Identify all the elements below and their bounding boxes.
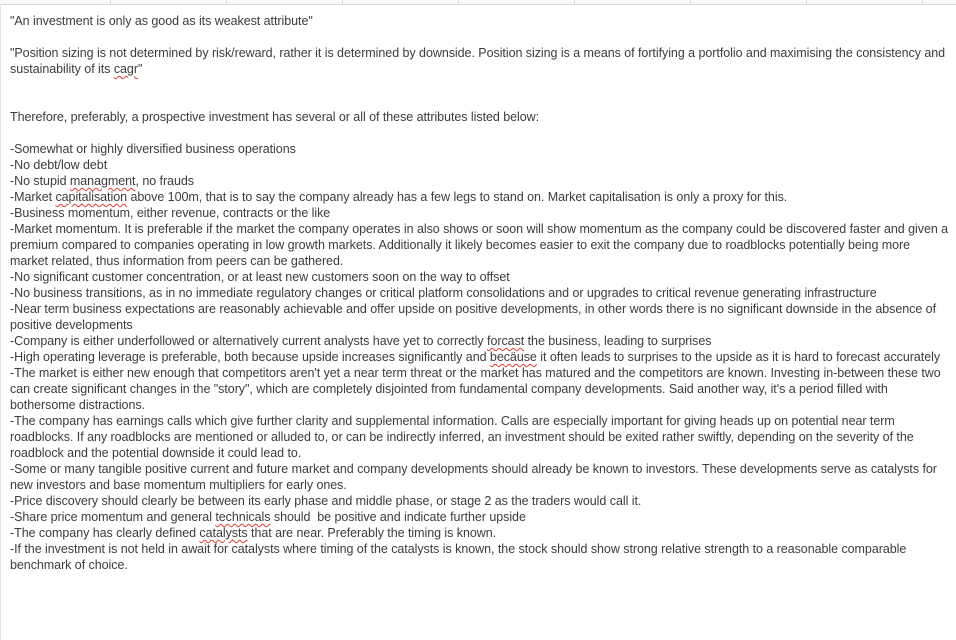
attribute-text: -Company is either underfollowed or alternatively current analysts have yet to correctly <box>10 334 488 348</box>
attribute-text: -No business transitions, as in no immediate regulatory changes or critical platform consolidations and or upgrades to critical revenue generating infrastructure <box>10 286 877 300</box>
attribute-text: -The market is either new enough that competitors aren't yet a near term threat or the market has matured and the competitors are known. Investing in-between these two can create significant changes in the "story", which are completely disjointed from fundamental company developments. Said another way, it's a period filled with bothersome distractions. <box>10 366 945 412</box>
attribute-text: -No significant customer concentration, or at least new customers soon on the way to offset <box>10 270 510 284</box>
attribute-text: above 100m, that is to say the company already has a few legs to stand on. Market capitalisation is only a proxy for this. <box>127 190 788 204</box>
column-divider[interactable] <box>458 0 459 4</box>
misspelled-word[interactable]: capitalisation <box>55 190 128 204</box>
column-divider[interactable] <box>922 0 923 4</box>
column-divider[interactable] <box>226 0 227 4</box>
attribute-text: the business, leading to surprises <box>524 334 712 348</box>
attribute-text: -Some or many tangible positive current and future market and company developments should already be known to investors. These developments serve as catalysts for new investors and base momentum multipliers for early ones. <box>10 462 941 492</box>
attribute-text: -The company has clearly defined <box>10 526 200 540</box>
quote-weakest-attribute: "An investment is only as good as its weakest attribute" <box>10 14 313 28</box>
sheet-column-header-strip <box>0 0 956 5</box>
attribute-text: -If the investment is not held in await for catalysts where timing of the catalysts is known, the stock should show strong relative strength to a reasonable comparable benchmark of choice. <box>10 542 910 572</box>
attribute-item <box>10 493 950 509</box>
column-divider[interactable] <box>690 0 691 4</box>
attribute-text: -High operating leverage is preferable, both because upside increases significantly and <box>10 350 490 364</box>
quote-text: " <box>137 62 143 76</box>
misspelled-word[interactable]: becäuse <box>489 350 537 364</box>
misspelled-word[interactable]: catalysts <box>199 526 248 540</box>
attribute-text: that are near. Preferably the timing is known. <box>247 526 497 540</box>
attribute-item <box>10 189 950 205</box>
attribute-item <box>10 301 950 333</box>
misspelled-word[interactable]: managment <box>69 174 136 188</box>
attribute-text: should be positive and indicate further upside <box>270 510 526 524</box>
attribute-item <box>10 525 950 541</box>
blank-line <box>10 125 950 141</box>
cell-left-border <box>0 4 1 640</box>
attribute-item <box>10 141 950 157</box>
text-cell[interactable] <box>10 13 950 573</box>
attribute-text: -Somewhat or highly diversified business operations <box>10 142 296 156</box>
attribute-item <box>10 541 950 573</box>
attribute-item <box>10 205 950 221</box>
blank-line <box>10 77 950 109</box>
column-divider[interactable] <box>574 0 575 4</box>
misspelled-word[interactable]: cagr <box>113 62 138 76</box>
column-divider[interactable] <box>110 0 111 4</box>
attribute-item <box>10 509 950 525</box>
attribute-text: , no frauds <box>135 174 194 188</box>
attribute-item <box>10 269 950 285</box>
column-divider[interactable] <box>342 0 343 4</box>
attribute-item <box>10 413 950 461</box>
attribute-text: -Near term business expectations are reasonably achievable and offer upside on positive developments, in other words there is no significant downside in the absence of positive developments <box>10 302 940 332</box>
attribute-item <box>10 285 950 301</box>
misspelled-word[interactable]: technicals <box>215 510 271 524</box>
blank-line <box>10 29 950 45</box>
attributes-intro: Therefore, preferably, a prospective investment has several or all of these attributes listed below: <box>10 110 540 124</box>
attribute-text: -No stupid <box>10 174 70 188</box>
attribute-item <box>10 173 950 189</box>
attribute-item <box>10 365 950 413</box>
attribute-text: -Market momentum. It is preferable if the market the company operates in also shows or soon will show momentum as the company could be discovered faster and given a premium compared to companies operating in low growth markets. Additionally it likely becomes easier to exit the company due to roadblocks potentially being more market related, thus information from peers can be gathered. <box>10 222 952 268</box>
attribute-item <box>10 157 950 173</box>
attribute-text: -The company has earnings calls which give further clarity and supplemental information. Calls are especially important for giving heads up on potential near term roadblocks. If any roadblocks are mentioned or alluded to, or can be indirectly inferred, an investment should be exited rather swiftly, depending on the severity of the roadblock and the potential downside it could lead to. <box>10 414 918 460</box>
quote-position-sizing <box>10 45 950 77</box>
attribute-text: -No debt/low debt <box>10 158 108 172</box>
column-divider[interactable] <box>806 0 807 4</box>
attribute-item <box>10 221 950 269</box>
attribute-item <box>10 461 950 493</box>
attribute-text: -Share price momentum and general <box>10 510 216 524</box>
attribute-list <box>10 141 950 573</box>
attribute-item <box>10 349 950 365</box>
misspelled-word[interactable]: forcast <box>487 334 525 348</box>
attribute-item <box>10 333 950 349</box>
attribute-text: it often leads to surprises to the upside as it is hard to forecast accurately <box>536 350 941 364</box>
quote-text: "Position sizing is not determined by risk/reward, rather it is determined by downside. Position sizing is a means of fortifying a portfolio and maximising the consistency and sustainability of its <box>10 46 949 76</box>
attribute-text: -Price discovery should clearly be between its early phase and middle phase, or stage 2 as the traders would call it. <box>10 494 642 508</box>
attribute-text: -Market <box>10 190 56 204</box>
attribute-text: -Business momentum, either revenue, contracts or the like <box>10 206 331 220</box>
